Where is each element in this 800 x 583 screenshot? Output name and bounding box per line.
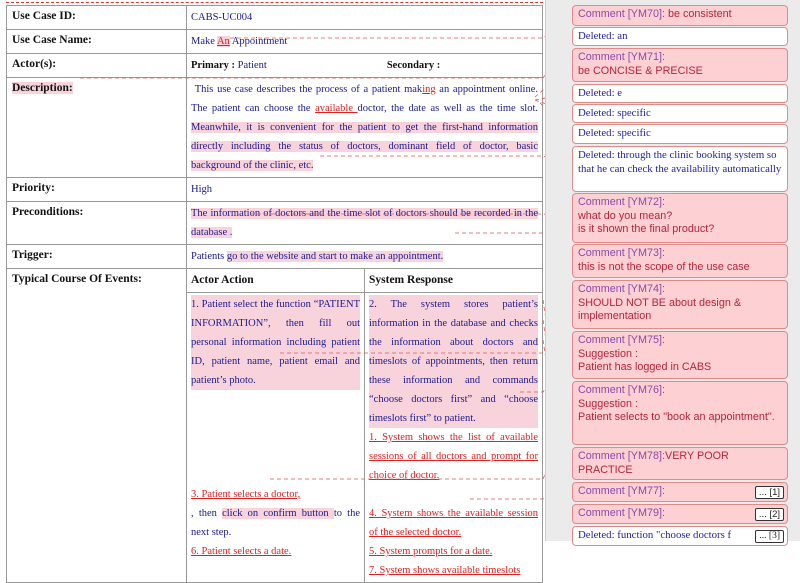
balloon-header: Deleted: (578, 149, 615, 161)
balloon-text: be consistent (665, 8, 732, 20)
use-case-name-value[interactable]: Make An Appointment (187, 30, 543, 54)
events-label: Typical Course Of Events: (7, 269, 187, 583)
balloon-text: this is not the scope of the use case (578, 260, 750, 273)
balloon-header: Comment [YM76]: (578, 384, 666, 396)
priority-value[interactable]: High (187, 178, 543, 202)
comment-balloon[interactable] (572, 193, 788, 243)
balloon-text: specific (614, 127, 651, 139)
more-button[interactable]: ... [1] (755, 486, 784, 499)
comment-balloon[interactable] (572, 280, 788, 329)
balloon-header: Deleted: (578, 107, 615, 119)
description-label: Description: (7, 78, 187, 178)
balloon-text: SHOULD NOT BE about design & implementation (578, 296, 742, 322)
balloon-text: VERY POOR PRACTICE (578, 450, 729, 476)
balloon-header: Comment [YM78]: (578, 450, 666, 462)
balloon-header: Deleted: (578, 529, 615, 541)
use-case-id-label: Use Case ID: (7, 6, 187, 30)
actors-label: Actor(s): (7, 54, 187, 78)
comment-balloon[interactable] (572, 504, 788, 524)
balloon-text: function "choose doctors f (614, 529, 732, 541)
description-value[interactable]: This use case describes the process of a patient making an appointment online. The patient can choose the available doctor, the date as well as the time slot. Meanwhile, it is convenient for the patient to get the first-hand information directly including the status of doctors, dominant field of doctor, basic background of the clinic, etc. (187, 78, 543, 178)
deletion-balloon[interactable] (572, 104, 788, 123)
preconditions-value[interactable]: The information of doctors and the time slot of doctors should be recorded in the database . (187, 202, 543, 245)
use-case-id-value[interactable]: CABS-UC004 (187, 6, 543, 30)
balloon-header: Comment [YM73]: (578, 247, 666, 259)
deletion-balloon[interactable] (572, 526, 788, 546)
balloon-header: Comment [YM71]: (578, 51, 666, 63)
preconditions-label: Preconditions: (7, 202, 187, 245)
balloon-text: through the clinic booking system so that he can check the availability automatically (578, 149, 782, 175)
comment-balloon[interactable] (572, 48, 788, 82)
trigger-label: Trigger: (7, 245, 187, 269)
actor-action-header: Actor Action (187, 269, 365, 293)
balloon-text: what do you mean? is it shown the final product? (578, 209, 715, 235)
balloon-header: Comment [YM75]: (578, 334, 666, 346)
priority-label: Priority: (7, 178, 187, 202)
balloon-header: Deleted: (578, 87, 615, 99)
comment-balloon[interactable] (572, 381, 788, 445)
balloon-text: e (614, 87, 623, 99)
comment-balloon[interactable] (572, 482, 788, 502)
system-response-cell[interactable]: 2. The system stores patient’s information in the database and checks the information about doctors and timeslots of appointments, then return these information and commands “choose doctors first” and “choose timeslots first” to patient. 1. System shows the list of available sessions of all doctors and prompt for choice of doctor. 4. System shows the available session of the selected doctor. 5. System prompts for a date. 7. System shows available timeslots (365, 293, 543, 583)
use-case-name-label: Use Case Name: (7, 30, 187, 54)
comment-balloon[interactable] (572, 331, 788, 379)
deletion-balloon[interactable] (572, 27, 788, 46)
comment-balloon[interactable] (572, 5, 788, 26)
balloon-text: an (614, 30, 628, 42)
comment-balloon[interactable] (572, 244, 788, 278)
balloon-header: Comment [YM79]: (578, 507, 666, 519)
more-button[interactable]: ... [2] (755, 508, 784, 521)
balloon-header: Deleted: (578, 127, 615, 139)
balloon-header: Comment [YM72]: (578, 196, 666, 208)
balloon-header: Comment [YM70]: (578, 8, 666, 20)
deletion-balloon[interactable] (572, 124, 788, 144)
more-button[interactable]: ... [3] (755, 530, 784, 543)
balloon-header: Deleted: (578, 30, 615, 42)
balloon-text: Suggestion : Patient selects to "book an appointment". (578, 397, 775, 423)
actor-action-cell[interactable]: 1. Patient select the function “PATIENT INFORMATION”, then fill out personal information including patient ID, patient name, patient email and patient’s photo. 3. Patient selects a doctor, , then click on confirm button to the next step. 6. Patient selects a date. (187, 293, 365, 583)
actors-value[interactable]: Primary : Patient Secondary : (187, 54, 543, 78)
balloon-header: Comment [YM74]: (578, 283, 666, 295)
balloon-text: be CONCISE & PRECISE (578, 64, 703, 77)
deletion-balloon[interactable] (572, 146, 788, 192)
balloon-header: Comment [YM77]: (578, 485, 666, 497)
system-response-header: System Response (365, 269, 543, 293)
comment-balloon[interactable] (572, 447, 788, 480)
balloon-text: specific (614, 107, 651, 119)
trigger-value[interactable]: Patients go to the website and start to make an appointment. (187, 245, 543, 269)
deletion-balloon[interactable] (572, 84, 788, 103)
balloon-text: Suggestion : Patient has logged in CABS (578, 347, 712, 373)
